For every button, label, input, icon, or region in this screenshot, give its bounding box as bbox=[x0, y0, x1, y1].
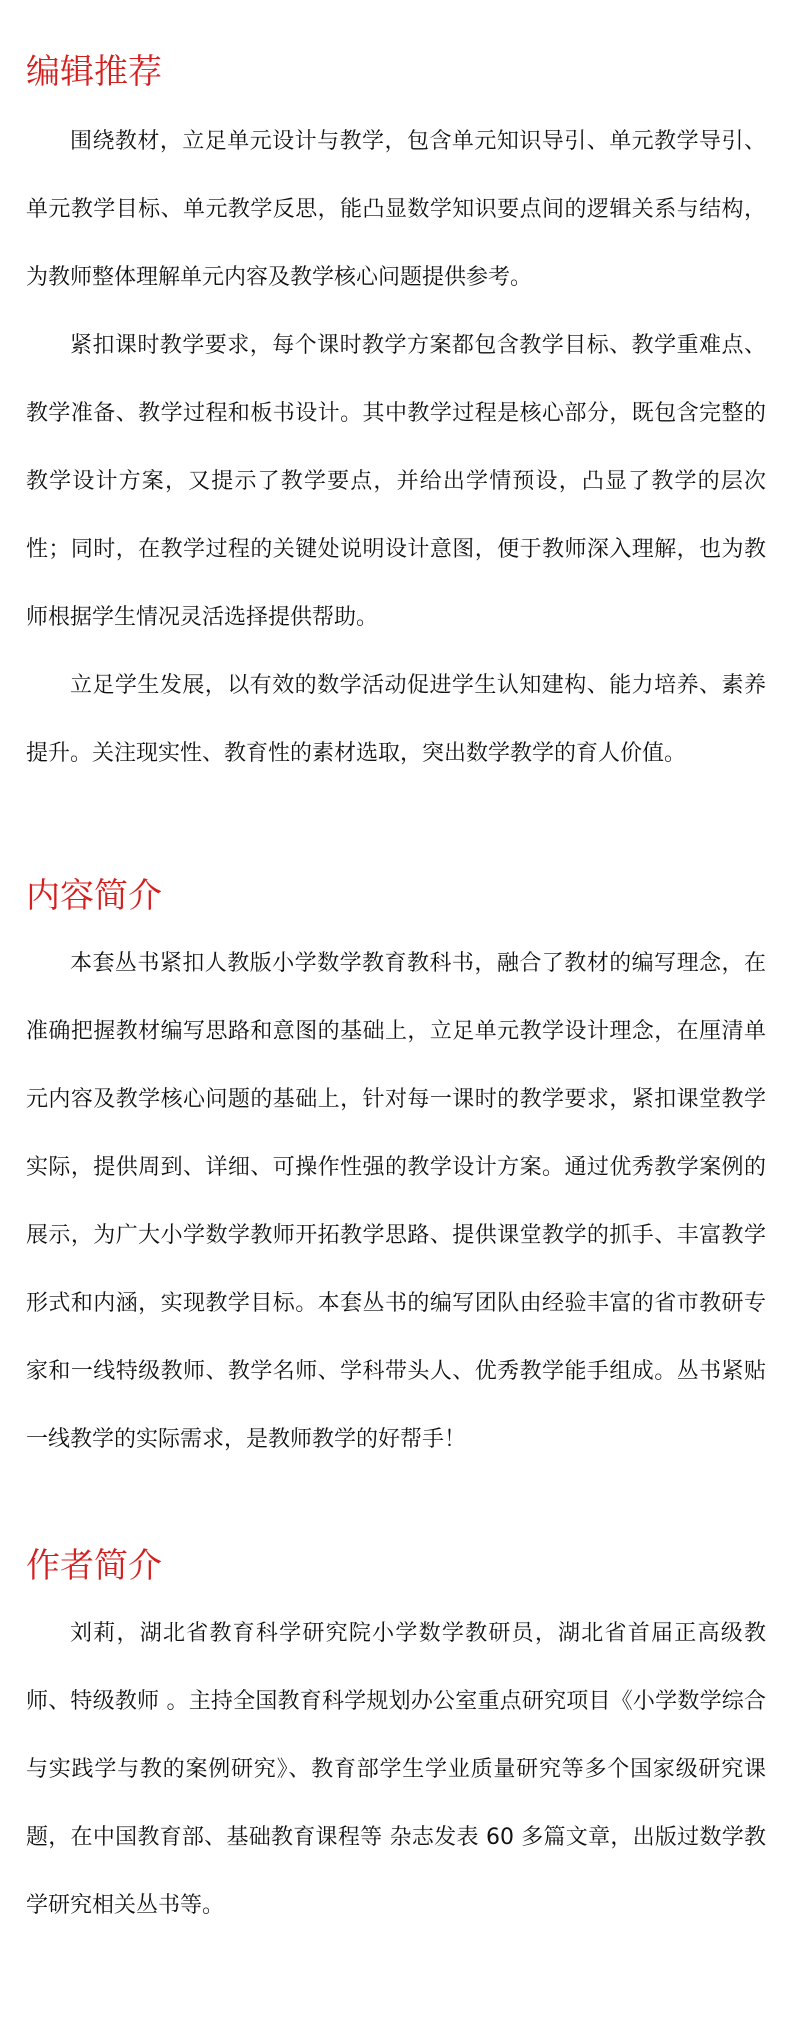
author-intro-heading: 作者简介 bbox=[26, 1546, 162, 1586]
editor-recommendation-heading: 编辑推荐 bbox=[26, 52, 162, 92]
editor-recommendation-paragraph-3: 立足学生发展，以有效的数学活动促进学生认知建构、能力培养、素养提升。关注现实性、教育性的素材选取，突出数学教学的育人价值。 bbox=[26, 673, 766, 766]
content-intro-paragraph: 本套丛书紧扣人教版小学数学教育教科书，融合了教材的编写理念，在准确把握教材编写思路和意图的基础上，立足单元教学设计理念，在厘清单元内容及教学核心问题的基础上，针对每一课时的教学要求，紧扣课堂教学实际，提供周到、详细、可操作性强的教学设计方案。通过优秀教学案例的展示，为广大小学数学教师开拓教学思路、提供课堂教学的抓手、丰富教学形式和内涵，实现教学目标。本套丛书的编写团队由经验丰富的省市教研专家和一线特级教师、教学名师、学科带头人、优秀教学能手组成。丛书紧贴一线教学的实际需求，是教师教学的好帮手！ bbox=[26, 951, 766, 1452]
editor-recommendation-section bbox=[26, 0, 766, 788]
content-intro-heading: 内容简介 bbox=[26, 876, 162, 916]
author-intro-paragraph: 刘莉，湖北省教育科学研究院小学数学教研员，湖北省首届正高级教师、特级教师 。主持全国教育科学规划办公室重点研究项目《小学数学综合与实践学与教的案例研究》、教育部学生学业质量研究等多个国家级研究课题，在中国教育部、基础教育课程等 杂志发表 60 多篇文章，出版过数学教学研究相关丛书等。 bbox=[26, 1621, 766, 1918]
content-intro-section bbox=[26, 788, 766, 1474]
author-intro-section bbox=[26, 1474, 766, 1940]
editor-recommendation-paragraph-1: 围绕教材，立足单元设计与教学，包含单元知识导引、单元教学导引、单元教学目标、单元教学反思，能凸显数学知识要点间的逻辑关系与结构，为教师整体理解单元内容及教学核心问题提供参考。 bbox=[26, 129, 766, 290]
editor-recommendation-paragraph-2: 紧扣课时教学要求，每个课时教学方案都包含教学目标、教学重难点、教学准备、教学过程和板书设计。其中教学过程是核心部分，既包含完整的教学设计方案，又提示了教学要点，并给出学情预设，凸显了教学的层次性；同时，在教学过程的关键处说明设计意图，便于教师深入理解，也为教师根据学生情况灵活选择提供帮助。 bbox=[26, 333, 766, 630]
